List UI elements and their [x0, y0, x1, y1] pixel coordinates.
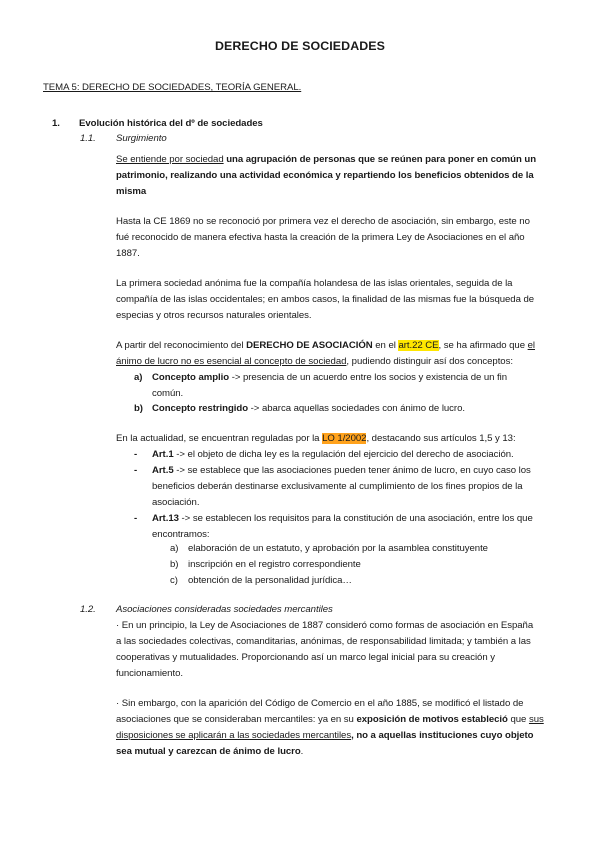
requirement-item: inscripción en el registro correspondiente: [188, 559, 361, 570]
definition-line-1: Se entiende por sociedad una agrupación de personas que se reúnen para poner en común un: [116, 154, 537, 165]
list-item-continuation: común.: [152, 388, 184, 399]
paragraph-line: ánimo de lucro no es esencial al concepto de sociedad, pudiendo distinguir así dos conceptos:: [116, 356, 513, 367]
paragraph-line: cooperativas y mutualidades. Proporcionando así un marco legal inicial para su creación y: [116, 652, 495, 663]
paragraph-line: a las sociedades colectivas, comanditarias, anónimas, de responsabilidad limitada; y también a las: [116, 636, 531, 647]
definition-line-3: misma: [116, 186, 147, 197]
list-marker: b): [134, 403, 143, 414]
subsection-number: 1.2.: [80, 604, 96, 615]
paragraph-line: disposiciones se aplicarán a las sociedades mercantiles, no a aquellas instituciones cuyo objeto: [116, 730, 534, 741]
paragraph-line: · Sin embargo, con la aparición del Código de Comercio en el año 1885, se modificó el listado de: [116, 698, 524, 709]
list-marker: c): [170, 575, 178, 586]
list-marker: a): [170, 543, 179, 554]
article-item-continuation: asociación.: [152, 497, 200, 508]
paragraph-line: Hasta la CE 1869 no se reconoció por primera vez el derecho de asociación, sin embargo, este no: [116, 216, 530, 227]
subsection-number: 1.1.: [80, 133, 96, 144]
dash-bullet: -: [134, 449, 138, 460]
paragraph-line: asociaciones que se consideraban mercantiles: ya en su exposición de motivos estableció que sus: [116, 714, 544, 725]
requirement-item: obtención de la personalidad jurídica…: [188, 575, 352, 586]
dash-bullet: -: [134, 513, 138, 524]
section-title: Evolución histórica del dº de sociedades: [79, 118, 263, 129]
paragraph-line: A partir del reconocimiento del DERECHO DE ASOCIACIÓN en el art.22 CE, se ha afirmado que el: [116, 340, 535, 351]
article-item-continuation: beneficios deberán destinarse exclusivamente al cumplimiento de los fines propios de la: [152, 481, 523, 492]
dash-bullet: -: [134, 465, 138, 476]
article-item: Art.1 -> el objeto de dicha ley es la regulación del ejercicio del derecho de asociación.: [152, 449, 514, 460]
list-item: Concepto amplio -> presencia de un acuerdo entre los socios y existencia de un fin: [152, 372, 508, 383]
definition-term: Se entiende por sociedad: [116, 154, 224, 165]
list-marker: a): [134, 372, 143, 383]
highlight-yellow: art.22 CE: [398, 340, 439, 351]
subsection-title: Surgimiento: [116, 133, 167, 144]
highlight-orange: LO 1/2002: [322, 433, 367, 444]
paragraph-line: fué reconocido de manera efectiva hasta la creación de la primera Ley de Asociaciones en el año: [116, 232, 525, 243]
underlined-text: ánimo de lucro no es esencial al concepto de sociedad: [116, 356, 347, 367]
requirement-item: elaboración de un estatuto, y aprobación por la asamblea constituyente: [188, 543, 488, 554]
article-item-continuation: encontramos:: [152, 529, 210, 540]
subsection-title: Asociaciones consideradas sociedades mercantiles: [116, 604, 333, 615]
bold-term: DERECHO DE ASOCIACIÓN: [246, 340, 373, 351]
section-number: 1.: [52, 118, 60, 129]
paragraph-line: compañía de las islas occidentales; en ambos casos, la finalidad de las mismas fue la búsqueda de: [116, 294, 535, 305]
paragraph-line: La primera sociedad anónima fue la compañía holandesa de las islas orientales, seguida de la: [116, 278, 513, 289]
paragraph-line: funcionamiento.: [116, 668, 183, 679]
definition-line-2: patrimonio, realizando una actividad económica y repartiendo los beneficios obtenidos de la: [116, 170, 534, 181]
underlined-text: disposiciones se aplicarán a las sociedades mercantiles: [116, 730, 352, 741]
document-title: DERECHO DE SOCIEDADES: [214, 39, 386, 53]
paragraph-line: especias y otros recursos naturales orientales.: [116, 310, 312, 321]
paragraph-line: 1887.: [116, 248, 140, 259]
paragraph-line: En la actualidad, se encuentran reguladas por la LO 1/2002, destacando sus artículos 1,5 y 13:: [116, 433, 516, 444]
article-item: Art.5 -> se establece que las asociaciones pueden tener ánimo de lucro, en cuyo caso los: [152, 465, 531, 476]
article-item: Art.13 -> se establecen los requisitos para la constitución de una asociación, entre los que: [152, 513, 533, 524]
list-item: Concepto restringido -> abarca aquellas sociedades con ánimo de lucro.: [152, 403, 465, 414]
paragraph-line: · En un principio, la Ley de Asociaciones de 1887 consideró como formas de asociación en España: [116, 620, 534, 631]
list-marker: b): [170, 559, 179, 570]
paragraph-line: sea mutual y carezcan de ánimo de lucro.: [116, 746, 304, 757]
tema-heading: TEMA 5: DERECHO DE SOCIEDADES, TEORÍA GENERAL.: [43, 82, 302, 93]
